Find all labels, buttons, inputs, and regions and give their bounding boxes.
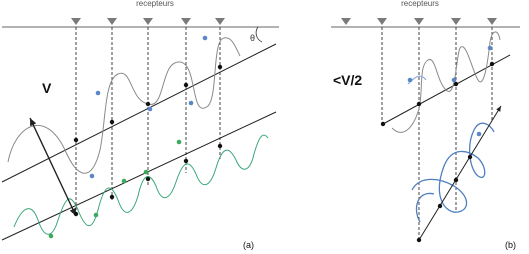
angle-arc-a bbox=[256, 27, 262, 42]
theta-label: θ bbox=[250, 33, 256, 43]
panel-b bbox=[331, 0, 520, 250]
receiver-triangle-icon bbox=[71, 18, 81, 25]
receiver-triangle-icon bbox=[181, 18, 191, 25]
propagation-line-upper bbox=[2, 44, 276, 182]
receiver-triangle-icon bbox=[143, 18, 153, 25]
velocity-label-a: V bbox=[42, 80, 52, 96]
receiver-triangle-icon bbox=[451, 18, 461, 25]
receiver-triangle-icon bbox=[487, 18, 497, 25]
receiver-triangle-icon bbox=[377, 18, 387, 25]
receivers-label-b: recepteurs bbox=[401, 0, 439, 8]
vertical-dashed-lines-a bbox=[76, 27, 220, 216]
blue-dots-a bbox=[90, 36, 208, 179]
green-dots-a bbox=[49, 140, 182, 239]
wave-gray-a bbox=[8, 38, 240, 173]
wave-green-a bbox=[14, 135, 268, 234]
receiver-triangle-icon bbox=[414, 18, 424, 25]
panel-label-a: (a) bbox=[243, 240, 254, 250]
propagation-line-lower-b bbox=[419, 106, 501, 240]
wave-gray-b bbox=[392, 32, 500, 132]
receiver-triangle-icon bbox=[215, 18, 225, 25]
panel-label-b: (b) bbox=[505, 240, 516, 250]
receiver-triangle-icon bbox=[107, 18, 117, 25]
panel-a bbox=[2, 0, 279, 250]
velocity-label-b: <V/2 bbox=[333, 72, 363, 88]
receiver-markers-b bbox=[341, 18, 497, 25]
wave-blue-b bbox=[412, 123, 494, 212]
vertical-dashed-lines-b bbox=[382, 27, 492, 240]
propagation-line-lower bbox=[2, 112, 276, 240]
intersection-dots-b bbox=[381, 62, 494, 242]
receiver-triangle-icon bbox=[341, 18, 351, 25]
receivers-label-a: recepteurs bbox=[136, 0, 174, 8]
receiver-markers-a bbox=[71, 18, 225, 25]
